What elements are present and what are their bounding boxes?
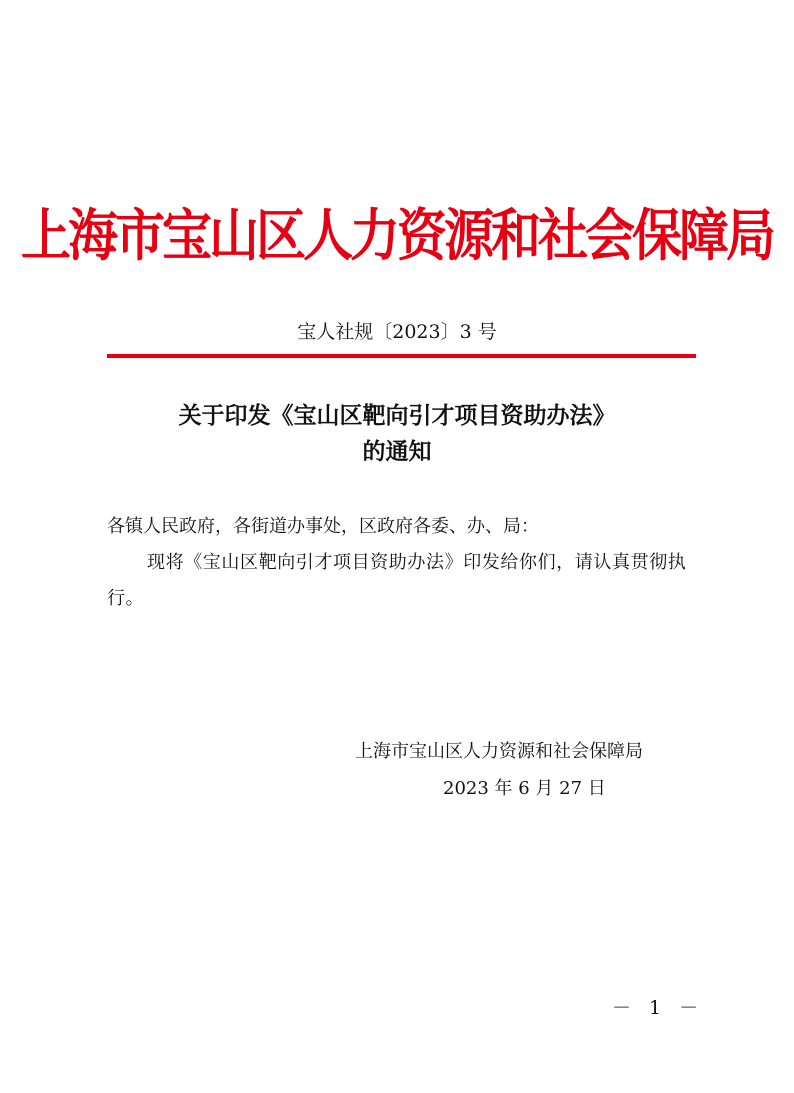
issuer-signature: 上海市宝山区人力资源和社会保障局 (355, 741, 643, 762)
document-number: 宝人社规〔2023〕3 号 (297, 321, 497, 343)
body-paragraph: 现将《宝山区靶向引才项目资助办法》印发给你们，请认真贯彻执行。 (107, 552, 687, 609)
addressee-line: 各镇人民政府，各街道办事处，区政府各委、办、局： (107, 516, 539, 537)
document-title-line-2: 的通知 (362, 439, 432, 465)
agency-header: 上海市宝山区人力资源和社会保障局 (21, 203, 773, 269)
page-number: － 1 － (612, 997, 705, 1019)
red-divider-rule (107, 354, 696, 358)
document-title-line-1: 关于印发《宝山区靶向引才项目资助办法》 (178, 403, 616, 429)
issue-date: 2023 年 6 月 27 日 (443, 778, 606, 799)
document-title (0, 398, 794, 470)
